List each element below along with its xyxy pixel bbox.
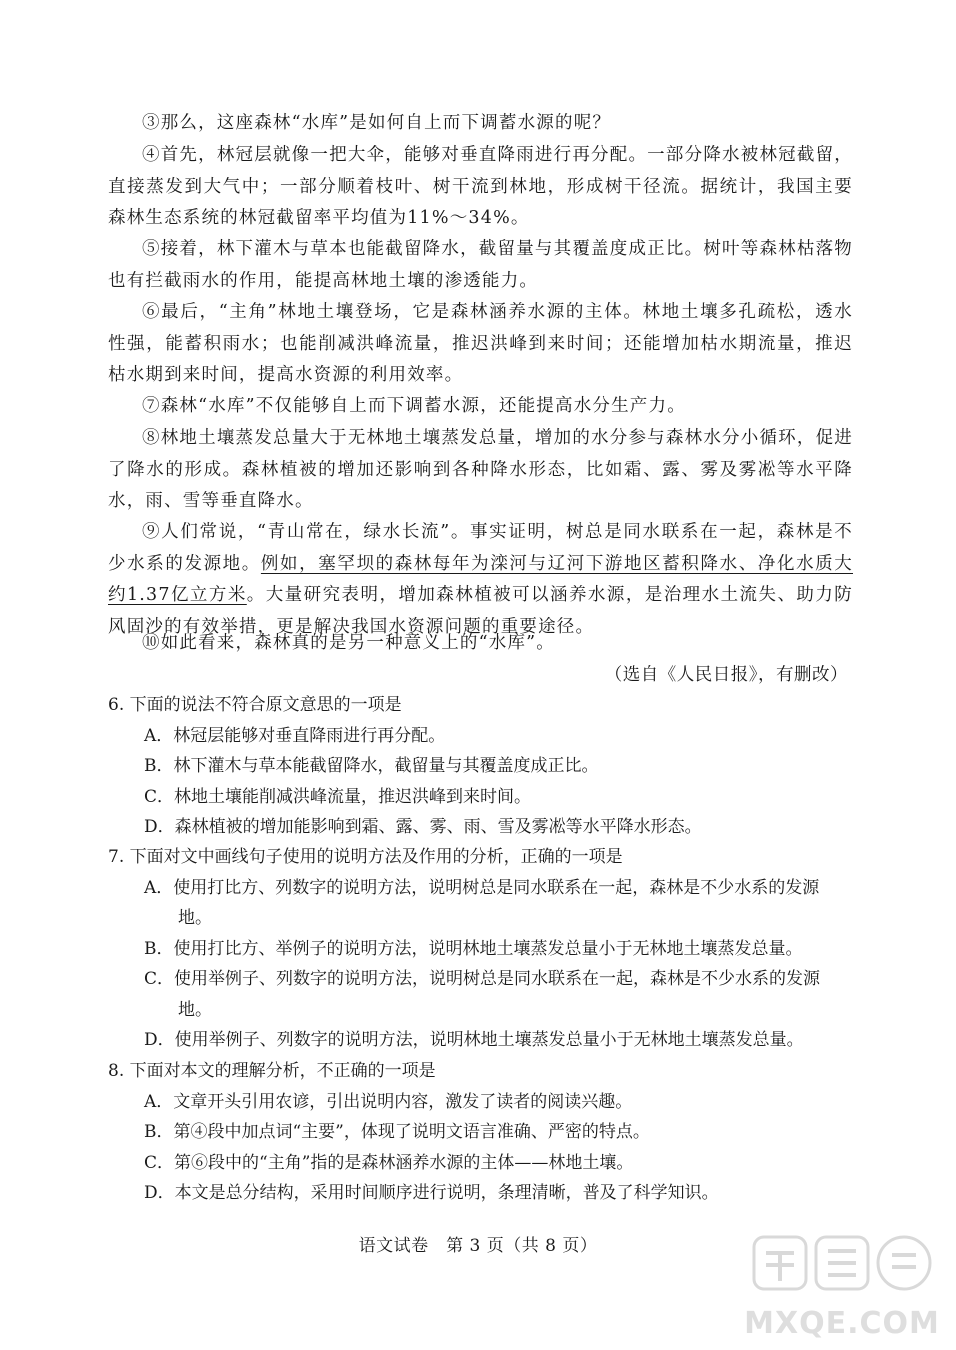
question-7-stem: 7. 下面对文中画线句子使用的说明方法及作用的分析，正确的一项是 xyxy=(108,847,623,867)
paragraph-9-rest: 。大量研究表明，增加森林植被可以涵养水源，是治理水土流失、助力防风固沙的有效举措，更是解决我国水资源问题的重要途径。 xyxy=(108,585,853,637)
source-citation: （选自《人民日报》，有删改） xyxy=(604,665,848,685)
paragraph-8: ⑧林地土壤蒸发总量大于无林地土壤蒸发总量，增加的水分参与森林水分小循环，促进了降水的形成。森林植被的增加还影响到各种降水形态，比如霜、露、雾及雾凇等水平降水，雨、雪等垂直降水。 xyxy=(108,428,853,511)
question-7 xyxy=(108,842,853,1056)
paragraph-10: ⑩如此看来，森林真的是另一种意义上的“水库”。 xyxy=(142,633,555,653)
paragraph-3: ③那么，这座森林“水库”是如何自上而下调蓄水源的呢？ xyxy=(142,113,612,133)
question-6-option-b: B．林下灌木与草本能截留降水，截留量与其覆盖度成正比。 xyxy=(144,756,599,776)
paragraph-5: ⑤接着，林下灌木与草本也能截留降水，截留量与其覆盖度成正比。树叶等森林枯落物也有拦截雨水的作用，能提高林地土壤的渗透能力。 xyxy=(108,239,853,291)
paragraph-7: ⑦森林“水库”不仅能够自上而下调蓄水源，还能提高水分生产力。 xyxy=(142,396,686,416)
question-8-option-b: B．第④段中加点词“主要”，体现了说明文语言准确、严密的特点。 xyxy=(144,1122,650,1142)
underlined-sentence: 例如，塞罕坝的森林每年为滦河与辽河下游地区蓄积降水、净化水质大约1.37亿立方米 xyxy=(108,553,853,605)
question-8-option-d: D．本文是总分结构，采用时间顺序进行说明，条理清晰，普及了科学知识。 xyxy=(144,1183,719,1203)
paragraph-9 xyxy=(108,517,853,643)
question-8-stem: 8. 下面对本文的理解分析，不正确的一项是 xyxy=(108,1061,436,1081)
question-6-option-d: D．森林植被的增加能影响到霜、露、雾、雨、雪及雾凇等水平降水形态。 xyxy=(144,817,702,837)
question-8-option-c: C．第⑥段中的“主角”指的是森林涵养水源的主体——林地土壤。 xyxy=(144,1152,634,1173)
paragraph-6: ⑥最后，“主角”林地土壤登场，它是森林涵养水源的主体。林地土壤多孔疏松，透水性强，能蓄积雨水；也能削减洪峰流量，推迟洪峰到来时间；还能增加枯水期流量，推迟枯水期到来时间，提高水资源的利用效率。 xyxy=(108,302,853,385)
question-8 xyxy=(108,1056,853,1209)
question-7-option-c: C．使用举例子、列数字的说明方法，说明树总是同水联系在一起，森林是不少水系的发源地。 xyxy=(144,969,821,1020)
watermark-icon xyxy=(742,1229,942,1344)
question-7-option-a: A．使用打比方、列数字的说明方法，说明树总是同水联系在一起，森林是不少水系的发源地。 xyxy=(144,877,820,928)
question-6-option-a: A．林冠层能够对垂直降雨进行再分配。 xyxy=(144,725,446,746)
question-6-option-c: C．林地土壤能削减洪峰流量，推迟洪峰到来时间。 xyxy=(144,786,532,807)
watermark-logo xyxy=(742,1229,942,1344)
question-7-option-d: D．使用举例子、列数字的说明方法，说明林地土壤蒸发总量小于无林地土壤蒸发总量。 xyxy=(144,1030,804,1050)
question-7-option-b: B．使用打比方、举例子的说明方法，说明林地土壤蒸发总量小于无林地土壤蒸发总量。 xyxy=(144,938,803,959)
watermark-text: MXQE.COM xyxy=(744,1306,940,1341)
paragraph-4: ④首先，林冠层就像一把大伞，能够对垂直降雨进行再分配。一部分降水被林冠截留，直接蒸发到大气中；一部分顺着枝叶、树干流到林地，形成树干径流。据统计，我国主要森林生态系统的林冠截留率平均值为11%～34%。 xyxy=(108,145,853,228)
page-footer: 语文试卷 第 3 页（共 8 页） xyxy=(358,1236,598,1256)
paragraph-9-intro: ⑨人们常说，“青山常在，绿水长流”。事实证明，树总是同水联系在一起，森林是不少水系的发源地。 xyxy=(108,522,853,574)
question-8-option-a: A．文章开头引用农谚，引出说明内容，激发了读者的阅读兴趣。 xyxy=(144,1091,633,1112)
question-6 xyxy=(108,690,853,843)
question-6-stem: 6. 下面的说法不符合原文意思的一项是 xyxy=(108,695,402,715)
